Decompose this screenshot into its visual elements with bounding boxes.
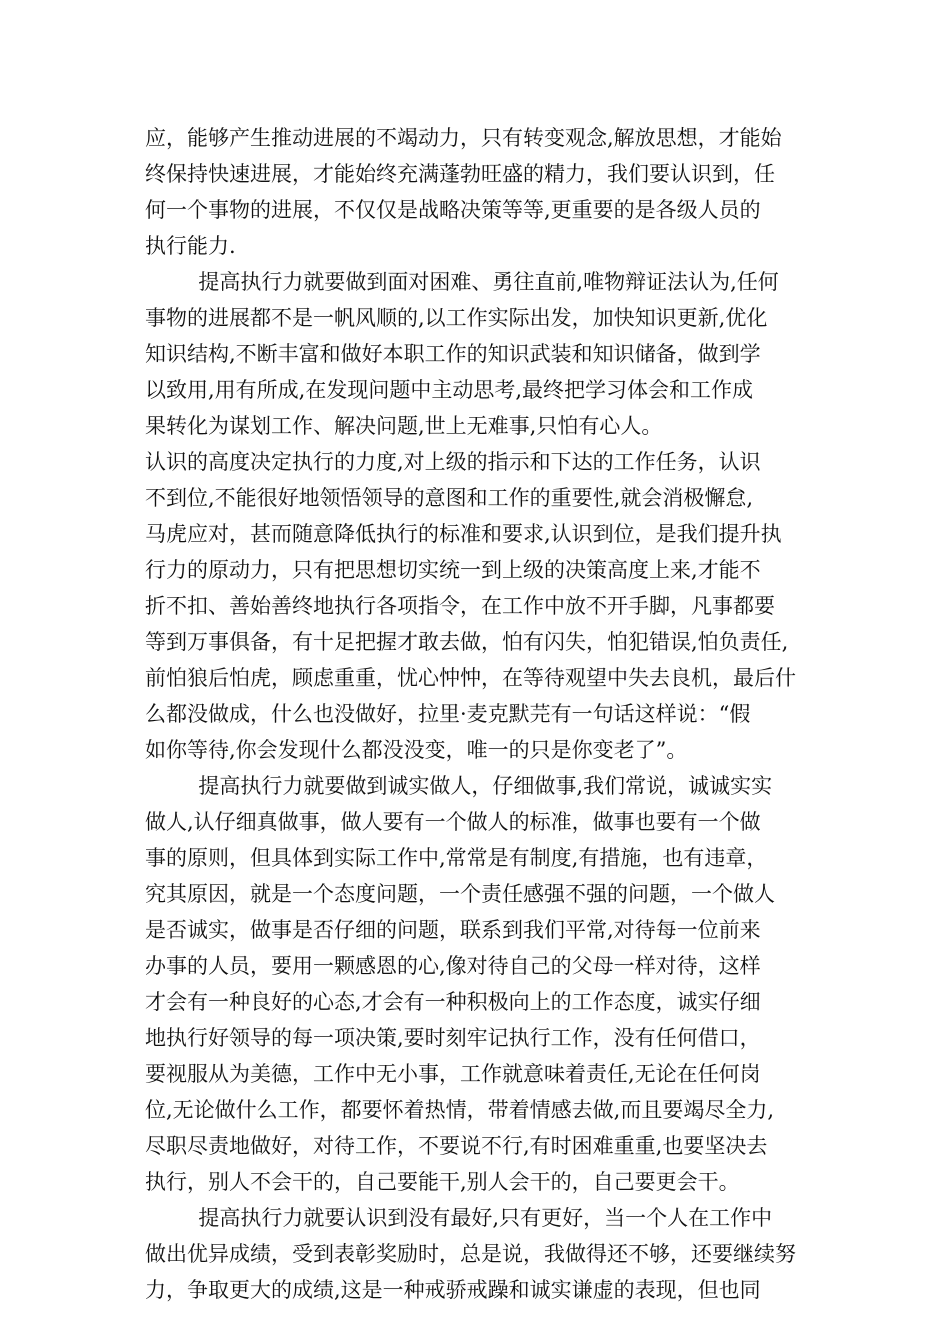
text-line: 认识的高度决定执行的力度,对上级的指示和下达的工作任务，认识 <box>145 450 761 474</box>
text-line: 如你等待,你会发现什么都没没变，唯一的只是你变老了”。 <box>145 738 688 762</box>
text-line: 事物的进展都不是一帆风顺的,以工作实际出发，加快知识更新,优化 <box>145 306 768 330</box>
text-line: 提高执行力就要做到面对困难、勇往直前,唯物辩证法认为,任何 <box>145 270 779 294</box>
text-line: 做人,认仔细真做事，做人要有一个做人的标准，做事也要有一个做 <box>145 810 761 834</box>
text-line: 提高执行力就要做到诚实做人，仔细做事,我们常说，诚诚实实 <box>145 774 773 798</box>
text-line: 事的原则，但具体到实际工作中,常常是有制度,有措施，也有违章， <box>145 846 768 870</box>
text-line: 果转化为谋划工作、解决问题,世上无难事,只怕有心人。 <box>145 414 663 438</box>
text-line: 尽职尽责地做好，对待工作，不要说不行,有时困难重重,也要坚决去 <box>145 1134 768 1158</box>
text-line: 是否诚实，做事是否仔细的问题，联系到我们平常,对待每一位前来 <box>145 918 761 942</box>
text-line: 应，能够产生推动进展的不竭动力，只有转变观念,解放思想，才能始 <box>145 126 782 150</box>
text-line: 不到位,不能很好地领悟领导的意图和工作的重要性,就会消极懈怠, <box>145 486 754 510</box>
text-line: 么都没做成，什么也没做好，拉里·麦克默芫有一句话这样说：“假 <box>145 702 751 726</box>
text-line: 行力的原动力，只有把思想切实统一到上级的决策高度上来,才能不 <box>145 558 761 582</box>
text-line: 位,无论做什么工作，都要怀着热情，带着情感去做,而且要竭尽全力, <box>145 1098 775 1122</box>
text-line: 地执行好领导的每一项决策,要时刻牢记执行工作，没有任何借口， <box>145 1026 761 1050</box>
text-line: 才会有一种良好的心态,才会有一种积极向上的工作态度，诚实仔细 <box>145 990 761 1014</box>
text-line: 前怕狼后怕虎，顾虑重重，忧心忡忡，在等待观望中失去良机，最后什 <box>145 666 796 690</box>
body-text <box>145 120 815 1308</box>
text-line: 力，争取更大的成绩,这是一种戒骄戒躁和诚实谦虚的表现，但也同 <box>145 1278 761 1302</box>
text-line: 办事的人员，要用一颗感恩的心,像对待自己的父母一样对待，这样 <box>145 954 761 978</box>
text-line: 要视服从为美德，工作中无小事，工作就意味着责任,无论在任何岗 <box>145 1062 761 1086</box>
text-line: 做出优异成绩，受到表彰奖励时，总是说，我做得还不够，还要继续努 <box>145 1242 796 1266</box>
text-line: 以致用,用有所成,在发现问题中主动思考,最终把学习体会和工作成 <box>145 378 754 402</box>
text-line: 执行能力. <box>145 234 236 258</box>
text-line: 等到万事俱备，有十足把握才敢去做，怕有闪失，怕犯错误,怕负责任, <box>145 630 789 654</box>
text-line: 折不扣、善始善终地执行各项指令，在工作中放不开手脚，凡事都要 <box>145 594 775 618</box>
text-line: 马虎应对，甚而随意降低执行的标准和要求,认识到位，是我们提升执 <box>145 522 782 546</box>
text-line: 何一个事物的进展，不仅仅是战略决策等等,更重要的是各级人员的 <box>145 198 761 222</box>
text-line: 究其原因，就是一个态度问题，一个责任感强不强的问题，一个做人 <box>145 882 775 906</box>
text-line: 执行，别人不会干的，自己要能干,别人会干的，自己要更会干。 <box>145 1170 740 1194</box>
text-line: 提高执行力就要认识到没有最好,只有更好，当一个人在工作中 <box>145 1206 773 1230</box>
text-line: 终保持快速进展，才能始终充满蓬勃旺盛的精力，我们要认识到，任 <box>145 162 775 186</box>
text-line: 知识结构,不断丰富和做好本职工作的知识武装和知识储备，做到学 <box>145 342 761 366</box>
